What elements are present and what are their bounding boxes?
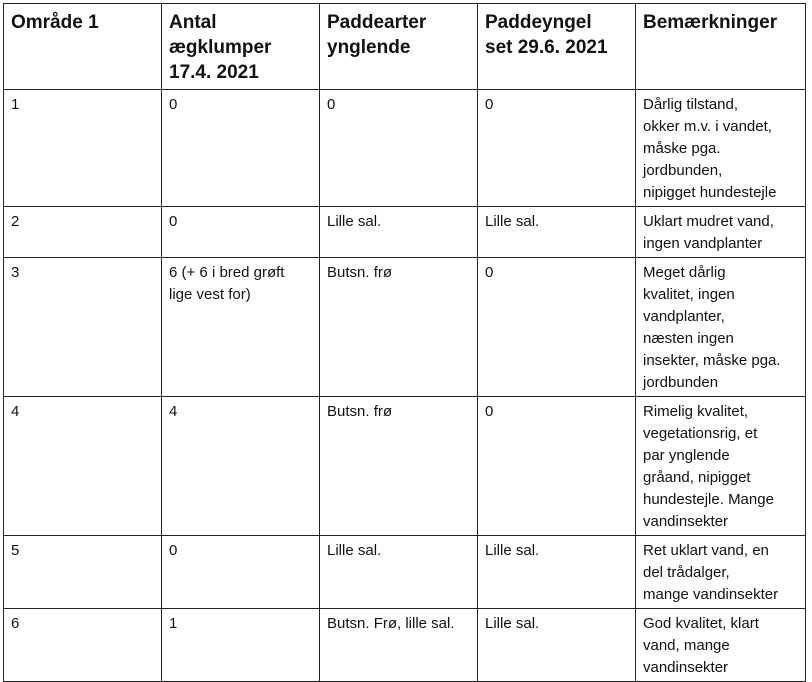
cell-species: Butsn. Frø, lille sal. xyxy=(320,609,478,682)
cell-egg-clumps: 0 xyxy=(162,536,320,609)
table-row xyxy=(4,536,806,609)
cell-tadpoles: Lille sal. xyxy=(478,536,636,609)
cell-area: 5 xyxy=(4,536,162,609)
cell-remarks: God kvalitet, klart vand, mange vandinsekter xyxy=(636,609,806,682)
cell-area: 6 xyxy=(4,609,162,682)
cell-remarks: Ret uklart vand, en del trådalger, mange vandinsekter xyxy=(636,536,806,609)
cell-species: Lille sal. xyxy=(320,207,478,258)
header-species-breeding: Paddearter ynglende xyxy=(320,4,478,90)
cell-tadpoles: Lille sal. xyxy=(478,609,636,682)
cell-species: 0 xyxy=(320,90,478,207)
cell-tadpoles: 0 xyxy=(478,258,636,397)
cell-remarks: Rimelig kvalitet, vegetationsrig, et par ynglende gråand, nipigget hundestejle. Mange vandinsekter xyxy=(636,397,806,536)
table-row xyxy=(4,90,806,207)
header-remarks: Bemærkninger xyxy=(636,4,806,90)
cell-egg-clumps: 0 xyxy=(162,207,320,258)
header-tadpoles-seen: Paddeyngel set 29.6. 2021 xyxy=(478,4,636,90)
table-row xyxy=(4,397,806,536)
header-area: Område 1 xyxy=(4,4,162,90)
cell-egg-clumps: 6 (+ 6 i bred grøft lige vest for) xyxy=(162,258,320,397)
header-egg-clumps: Antal ægklumper 17.4. 2021 xyxy=(162,4,320,90)
cell-egg-clumps: 0 xyxy=(162,90,320,207)
document-page xyxy=(3,3,806,682)
cell-area: 1 xyxy=(4,90,162,207)
table-row xyxy=(4,207,806,258)
cell-species: Butsn. frø xyxy=(320,258,478,397)
table-row xyxy=(4,609,806,682)
cell-species: Lille sal. xyxy=(320,536,478,609)
cell-tadpoles: Lille sal. xyxy=(478,207,636,258)
cell-area: 3 xyxy=(4,258,162,397)
cell-tadpoles: 0 xyxy=(478,397,636,536)
cell-remarks: Meget dårlig kvalitet, ingen vandplanter, næsten ingen insekter, måske pga. jordbunden xyxy=(636,258,806,397)
survey-table xyxy=(3,3,806,682)
cell-remarks: Uklart mudret vand, ingen vandplanter xyxy=(636,207,806,258)
cell-tadpoles: 0 xyxy=(478,90,636,207)
cell-area: 4 xyxy=(4,397,162,536)
cell-remarks: Dårlig tilstand, okker m.v. i vandet, måske pga. jordbunden, nipigget hundestejle xyxy=(636,90,806,207)
header-row xyxy=(4,4,806,90)
table-row xyxy=(4,258,806,397)
cell-egg-clumps: 1 xyxy=(162,609,320,682)
cell-egg-clumps: 4 xyxy=(162,397,320,536)
cell-area: 2 xyxy=(4,207,162,258)
cell-species: Butsn. frø xyxy=(320,397,478,536)
